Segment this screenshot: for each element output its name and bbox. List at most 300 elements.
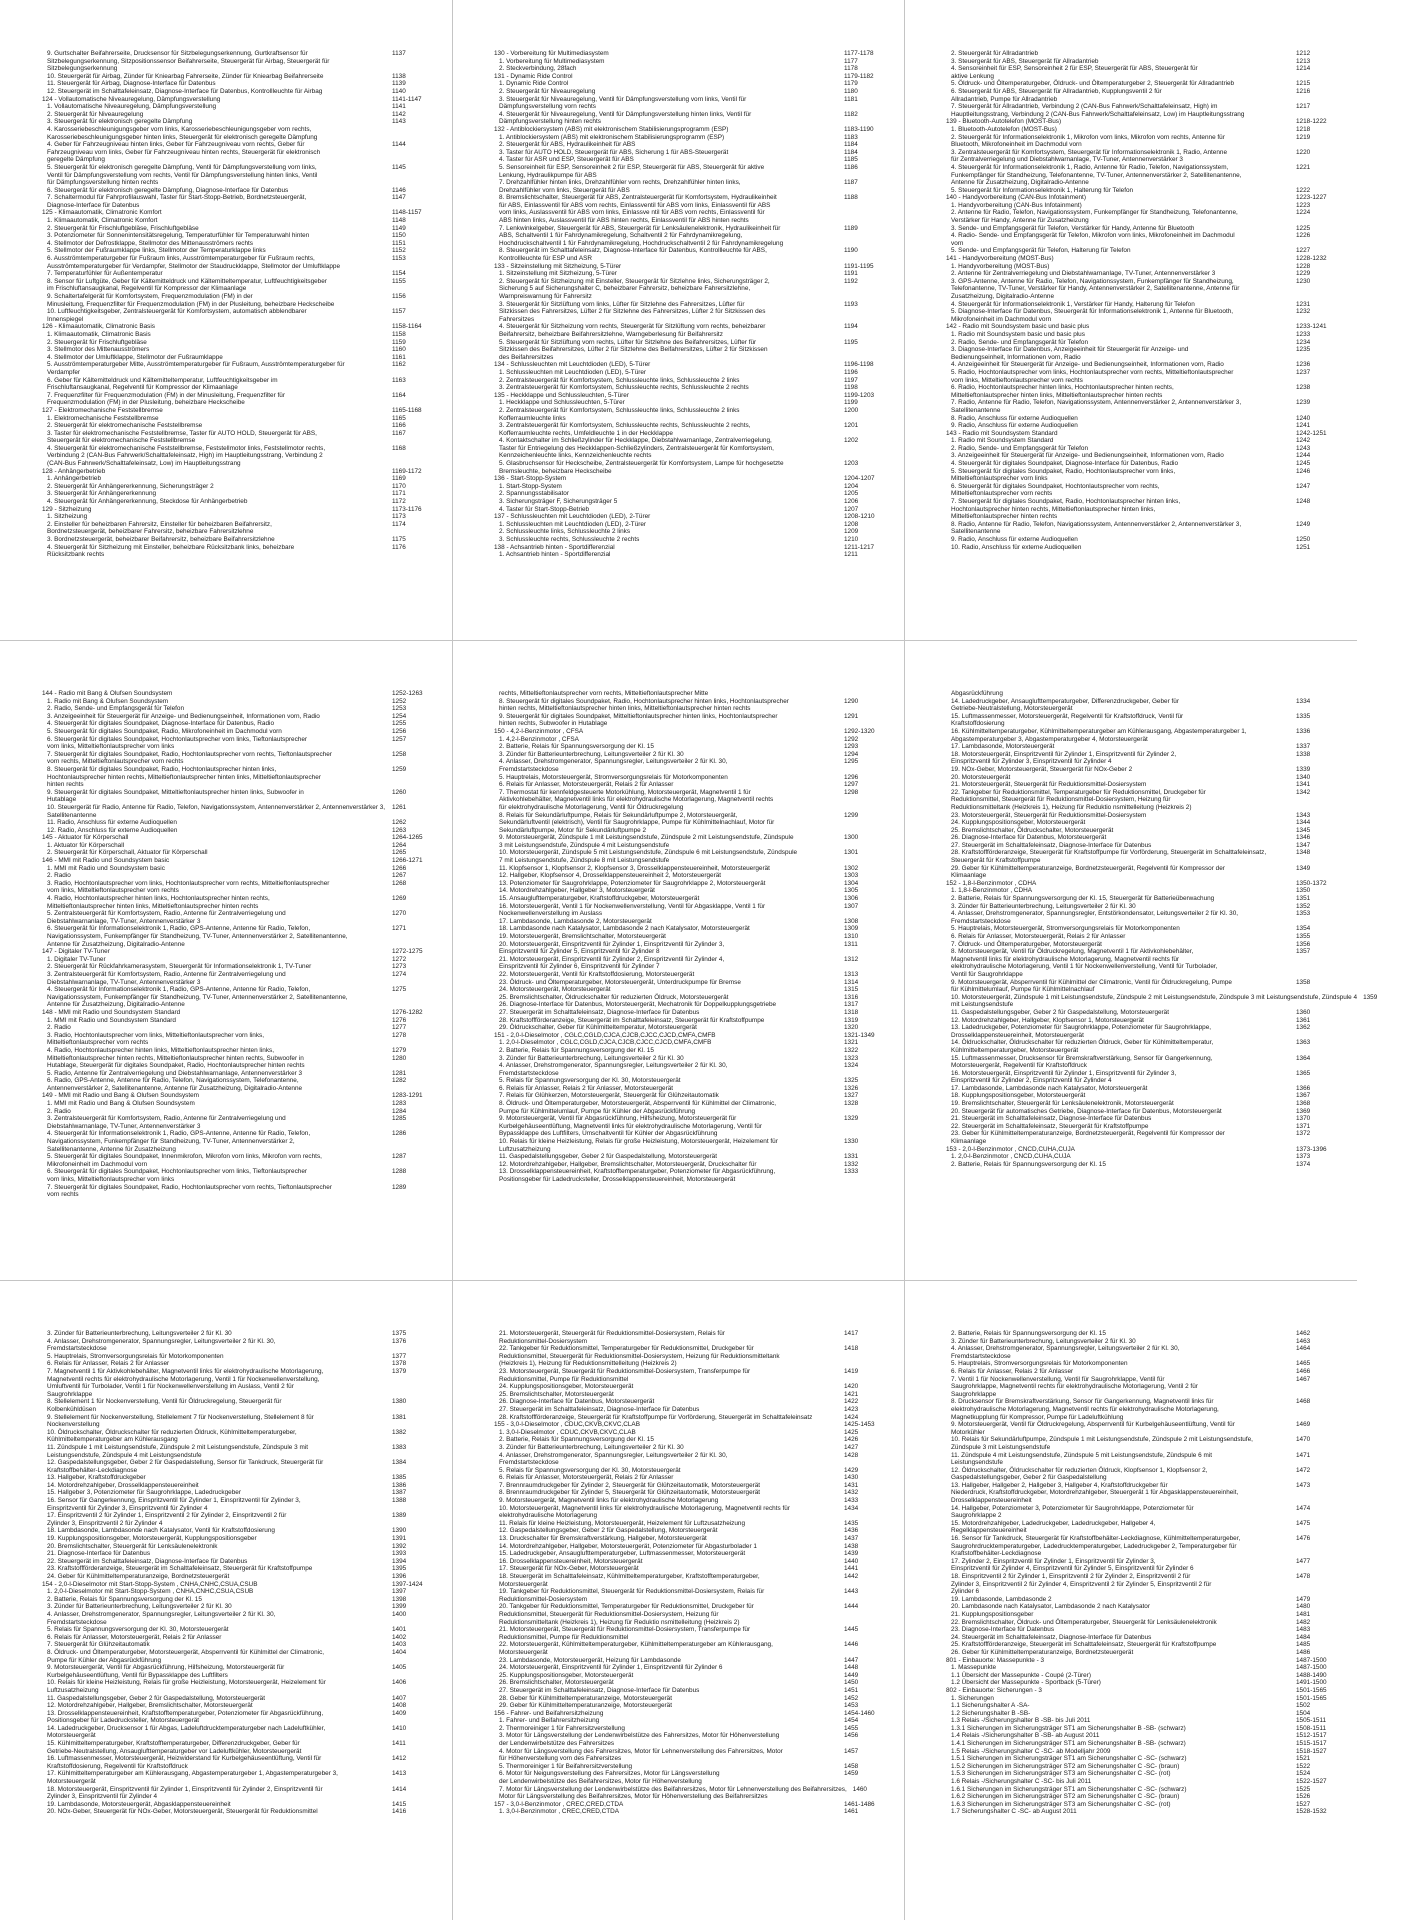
entry-title: 26. Diagnose-Interface für Datenbus, Motorsteuergerät, Mechatronik für Doppelkupplungsgetriebe: [499, 1001, 777, 1009]
entry-page-number: 1154: [392, 270, 406, 278]
entry-page-number: 1305: [844, 887, 859, 895]
index-entry-row: [42, 895, 432, 903]
index-entry-row: [42, 164, 432, 172]
entry-title: 8. Sensor für Luftgüte, Geber für Kältemitteldruck und Kältemitteltemperatur, Luftfeuchtigkeitsgeber: [47, 277, 327, 285]
index-entry-row: [42, 1444, 432, 1452]
index-entry-row: [42, 1330, 432, 1338]
entry-page-number: 1149: [392, 224, 406, 232]
entry-title: 24. Geber für Kühlmitteltemperaturanzeige, Bordnetzsteuergerät: [47, 1573, 230, 1580]
index-entry-row: [42, 1527, 432, 1535]
index-entry-row: [494, 339, 884, 347]
index-entry-row: [42, 255, 432, 263]
entry-page-number: 1246: [1296, 467, 1311, 475]
entry-page-number: 1325: [844, 1077, 859, 1085]
index-entry-row: [494, 705, 884, 713]
entry-title: 22. Tankgeber für Reduktionsmittel, Temperaturgeber für Reduktionsmittel, Druckgeber für: [499, 1345, 754, 1353]
index-entry-row: [494, 1176, 884, 1184]
index-entry-row: [494, 1153, 884, 1161]
index-entry-row: [946, 1763, 1336, 1771]
entry-title: Telefonantenne, TV-Tuner, Verstärker für Handy, Antennenverstärker 2, Satellitenantenne, Antenne für: [951, 285, 1240, 293]
entry-title: 7. Steuergerät für digitales Soundpaket, Radio, Hochtonlautsprecher vorn rechts, Tieftonlautsprecher: [47, 1183, 332, 1191]
entry-title: 21. Motorsteuergerät, Steuergerät für Reduktionsmittel-Dosiersystem, Relais für: [499, 1330, 725, 1337]
entry-title: 3. Steuergerät für ABS, Steuergerät für Allradantrieb: [951, 57, 1099, 65]
entry-page-number: 1281: [392, 1069, 407, 1077]
entry-title: 3. Zentralsteuergerät für Komfortsystem, Schlussleuchte rechts, Schlussleuchte 2 rechts,: [499, 422, 751, 430]
index-entry-row: [494, 209, 884, 217]
entry-title: Kurbelgehäuseentlüftung, Ventil für Bypassklappe des Luftfilters: [47, 1671, 228, 1679]
entry-page-number: 1207: [844, 505, 859, 513]
entry-page-number: 1294: [844, 750, 859, 758]
entry-page-number: 1452: [844, 1694, 859, 1702]
index-entry-row: [494, 865, 884, 873]
entry-page-number: 1512-1517: [1296, 1732, 1327, 1740]
index-entry-row: [494, 1626, 884, 1634]
entry-page-number: 1449: [844, 1671, 859, 1679]
entry-title: Positionsgeber für Ladedrucksteller, Motorsteuergerät: [47, 1717, 200, 1725]
index-entry-row: [42, 1543, 432, 1551]
entry-title: 1. Sicherungen: [951, 1694, 994, 1702]
entry-title: 5. Steuergerät für Sitzlüftung vorn rechts, Lüfter für Sitzlehne des Beifahrersitzes, Lüfter für: [499, 338, 757, 346]
index-entry-row: [946, 1123, 1336, 1131]
entry-title: 24. Motorsteuergerät, Einspritzventil für Zylinder 1, Einspritzventil für Zylinder 6: [499, 1664, 723, 1672]
entry-page-number: 1399: [392, 1603, 407, 1611]
entry-page-number: 1199-1203: [844, 391, 875, 399]
index-entry-row: [494, 483, 884, 491]
entry-title: 3. Steuergerät für Sitzlüftung vorn links, Lüfter für Sitzlehne des Fahrersitzes, Lüfter für: [499, 300, 745, 308]
index-entry-row: [946, 857, 1336, 865]
entry-page-number: 1459: [844, 1770, 859, 1778]
entry-title: Hochdruckschaltventil 1 für Fahrdynamikregelung, Hochdruckschaltventil 2 für Fahrdynamikregelung: [499, 239, 784, 247]
entry-page-number: 1185: [844, 156, 858, 164]
index-entry-row: [946, 789, 1336, 797]
entry-page-number: 1163: [392, 376, 406, 384]
entry-page-number: 1502: [1296, 1702, 1311, 1710]
entry-page-number: 1392: [392, 1542, 407, 1550]
index-entry-row: [946, 331, 1336, 339]
index-entry-row: [946, 1414, 1336, 1422]
entry-title: 27. Steuergerät im Schalttafeleinsatz, Diagnose-Interface für Datenbus: [499, 1686, 700, 1694]
entry-title: Bedienungseinheit, Informationen vorn, Radio: [951, 353, 1081, 361]
entry-title: 27. Steuergerät im Schalttafeleinsatz, Diagnose-Interface für Datenbus: [499, 1008, 700, 1016]
entry-title: 5. Steuergerät für digitales Soundpaket, Innenmikrofon, Mikrofon vorn links, Mikrofon vorn rechts,: [47, 1153, 322, 1161]
entry-title: Steuergerät für Kraftstoffpumpe: [951, 857, 1041, 865]
entry-page-number: 1410: [392, 1724, 407, 1732]
index-entry-row: [494, 1512, 884, 1520]
entry-page-number: 1475: [1296, 1519, 1311, 1527]
index-entry-row: [946, 1649, 1336, 1657]
entry-page-number: 1327: [844, 1092, 859, 1100]
entry-title: 18. Steuergerät im Schalttafeleinsatz, Kühlmitteltemperaturgeber, Kraftstofftemperaturgeber,: [499, 1573, 760, 1580]
entry-title: vorn: [951, 239, 964, 247]
index-entry-row: [42, 1353, 432, 1361]
index-entry-row: [42, 1360, 432, 1368]
entry-title: Abgasrückführung: [951, 690, 1003, 697]
index-entry-row: [42, 1732, 432, 1740]
entry-page-number: 1211: [844, 551, 858, 559]
entry-title: Mitteltieftonlautsprecher hinten rechts: [951, 513, 1058, 521]
index-entry-row: [494, 399, 884, 407]
entry-title: 6. Relais für Anlasser, Motorsteuergerät, Relais 2 für Anlasser: [499, 1474, 674, 1482]
index-entry-row: [42, 1641, 432, 1649]
index-entry-row: [946, 1338, 1336, 1346]
index-entry-row: [42, 933, 432, 941]
entry-page-number: 1276-1282: [392, 1008, 423, 1016]
index-entry-row: [42, 65, 432, 73]
entry-page-number: 1378: [392, 1360, 407, 1368]
entry-title: ABS hinten links, Auslassventil für ABS hinten rechts, Einlassventil für ABS hinten rechts: [499, 217, 749, 225]
index-entry-row: [494, 963, 884, 971]
entry-page-number: 1400: [392, 1610, 407, 1618]
index-entry-row: [42, 1558, 432, 1566]
entry-page-number: 1451: [844, 1686, 859, 1694]
entry-page-number: 1445: [844, 1626, 859, 1634]
index-entry-row: [494, 1123, 884, 1131]
index-entry-row: [946, 1710, 1336, 1718]
index-entry-row: [494, 1353, 884, 1361]
entry-title: 17. Lambdasonde, Lambdasonde nach Katalysator, Motorsteuergerät: [951, 1084, 1148, 1092]
entry-title: Mitteltieftonlautsprecher hinten links, Mitteltieftonlautsprecher hinten rechts: [47, 902, 259, 910]
index-entry-row: [946, 232, 1336, 240]
entry-title: 2. Steuergerät für Informationselektronik 1, Mikrofon vorn links, Mikrofon vorn rechts, Antenne für: [951, 133, 1225, 141]
entry-title: Mikrofoneinheit im Dachmodul vorn: [951, 315, 1052, 323]
entry-title: 1.7 Sicherungshalter C -SC- ab August 2011: [951, 1808, 1077, 1816]
entry-page-number: 1257: [392, 735, 407, 743]
entry-page-number: 1244: [1296, 452, 1311, 460]
entry-page-number: 1190: [844, 247, 858, 255]
entry-page-number: 1434: [844, 1504, 859, 1512]
entry-title: Diagnose-Interface für Datenbus: [47, 201, 140, 209]
entry-page-number: 1200: [844, 406, 859, 414]
index-entry-row: [42, 971, 432, 979]
index-entry-row: [946, 1070, 1336, 1078]
entry-title: 1. Schlussleuchten mit Leuchtdioden (LED), 2-Türer: [499, 520, 647, 528]
entry-title: 7. Ventil 1 für Nockenwellenverstellung, Ventil für Saugrohrklappe, Ventil für: [951, 1375, 1165, 1383]
entry-page-number: 1409: [392, 1709, 407, 1717]
entry-title: Diebstahlwarnanlage, TV-Tuner, Antennenverstärker 3: [47, 978, 201, 986]
entry-title: Luftzusatzheizung: [499, 1145, 551, 1153]
entry-title: 23. Diagnose-Interface für Datenbus: [951, 1626, 1055, 1634]
entry-title: 144 - Radio mit Bang & Olufsen Soundsystem: [42, 690, 173, 697]
entry-page-number: 1431: [844, 1481, 859, 1489]
index-entry-row: [494, 1748, 884, 1756]
entry-page-number: 1259: [392, 765, 407, 773]
entry-title: 17. Lambdasonde, Lambdasonde 2, Motorsteuergerät: [499, 917, 652, 925]
index-entry-row: [42, 1039, 432, 1047]
entry-page-number: 1309: [844, 925, 859, 933]
entry-title: 2. Radio, Sende- und Empfangsgerät für Telefon: [951, 444, 1089, 452]
index-entry-row: [42, 1176, 432, 1184]
index-entry-row: [946, 1452, 1336, 1460]
index-entry-row: [494, 1474, 884, 1482]
entry-title: 11. Zündspule 1 mit Leistungsendstufe, Zündspule 2 mit Leistungsendstufe, Zündspule 3 mit: [47, 1443, 308, 1451]
entry-title: 154 - 2,0-l-Dieselmotor mit Start-Stopp-System , CNHA,CNHC,CSUA,CSUB: [42, 1580, 258, 1588]
entry-page-number: 1279: [392, 1046, 407, 1054]
index-entry-row: [946, 278, 1336, 286]
entry-page-number: 1205: [844, 490, 859, 498]
entry-title: 28. Kraftstoffförderanzeige, Steuergerät im Schalttafeleinsatz, Steuergerät für Kraftstoffpumpe: [499, 1016, 765, 1024]
index-entry-row: [946, 1100, 1336, 1108]
index-entry-row: [42, 1338, 432, 1346]
entry-title: 15. Ladedruckgeber, Ansauglufttemperaturgeber, Luftmassenmesser, Motorsteuergerät: [499, 1550, 746, 1558]
entry-title: 140 - Handyvorbereitung (CAN-Bus Infotainment): [946, 194, 1086, 202]
entry-page-number: 1321-1349: [844, 1031, 875, 1039]
entry-title: 3. GPS-Antenne, Antenne für Radio, Telefon, Navigationssystem, Funkempfänger für Standheizung,: [951, 277, 1234, 285]
index-entry-row: [946, 819, 1336, 827]
index-entry-row: [946, 774, 1336, 782]
entry-title: 7. Steuergerät für digitales Soundpaket, Radio, Hochtonlautsprecher vorn rechts, Tieftonlautsprecher: [47, 750, 332, 758]
entry-page-number: 1230: [1296, 277, 1311, 285]
index-entry-row: [946, 1619, 1336, 1627]
entry-page-number: 1444: [844, 1603, 859, 1611]
index-entry-row: [42, 781, 432, 789]
index-entry-row: [946, 179, 1336, 187]
index-entry-row: [946, 963, 1336, 971]
entry-title: 4. Anlasser, Drehstromgenerator, Spannungsregler, Leitungsverteiler 2 für Kl. 30,: [499, 758, 728, 766]
index-entry-row: [42, 910, 432, 918]
entry-page-number: 1356: [1296, 940, 1311, 948]
index-entry-row: [946, 705, 1336, 713]
entry-title: 5. Radio, Antenne für Zentralverriegelung und Diebstahlwarnanlage, Antennenverstärker 3: [47, 1069, 303, 1077]
index-entry-row: [946, 1108, 1336, 1116]
entry-title: 134 - Schlussleuchten mit Leuchtdioden (LED), 5-Türer: [494, 361, 651, 369]
entry-page-number: 1488-1490: [1296, 1671, 1327, 1679]
entry-page-number: 1191-1195: [844, 262, 874, 270]
entry-page-number: 1316: [844, 993, 859, 1001]
entry-title: Mitteltieftonlautsprecher vorn rechts: [951, 490, 1053, 498]
index-entry-row: [494, 979, 884, 987]
entry-title: 19. Motorsteuergerät, Bremslichtschalter, Motorsteuergerät: [499, 933, 666, 940]
entry-title: vorn links, Mitteltieftonlautsprecher vorn rechts: [47, 887, 179, 895]
entry-title: 1.6 Relais -/Sicherungshalter C -SC- bis Juli 2011: [951, 1778, 1092, 1786]
entry-page-number: 1215: [1296, 80, 1311, 88]
index-entry-row: [494, 1603, 884, 1611]
index-entry-row: [42, 156, 432, 164]
entry-title: 136 - Start-Stopp-System: [494, 475, 567, 483]
entry-page-number: 1315: [844, 986, 859, 994]
entry-page-number: 1526: [1296, 1793, 1311, 1801]
entry-title: 4. Anlasser, Drehstromgenerator, Spannungsregler, Leitungsverteiler 2 für Kl. 30,: [47, 1337, 276, 1345]
entry-title: 14. Motordrehzahlgeber, Hallgeber, Motorsteuergerät, Potenziometer für Abgasturbolader 1: [499, 1542, 757, 1550]
entry-page-number: 1527: [1296, 1800, 1311, 1808]
entry-page-number: 1175: [392, 536, 406, 543]
index-entry-row: [42, 1725, 432, 1733]
index-entry-row: [494, 956, 884, 964]
entry-title: Hutablage: [47, 796, 77, 804]
entry-title: 1. 2,0-l-Benzinmotor , CNCD,CUHA,CUJA: [951, 1153, 1071, 1161]
index-entry-row: [42, 1017, 432, 1025]
entry-title: 20. Tankgeber für Reduktionsmittel, Temperaturgeber für Reduktionsmittel, Druckgeber für: [499, 1603, 754, 1611]
index-entry-row: [946, 1786, 1336, 1794]
index-entry-row: [946, 141, 1336, 149]
index-entry-row: [42, 1024, 432, 1032]
entry-page-number: 1468: [1296, 1398, 1311, 1406]
entry-title: Sitzbelegungserkennung, Sitzpositionssensor Beifahrerseite, Steuergerät für Airbag, Steuergerät für: [47, 57, 330, 65]
entry-page-number: 1228: [1296, 262, 1311, 270]
entry-title: Drosselklappensteuereinheit, Motorsteuergerät: [951, 1031, 1084, 1039]
index-entry-row: [946, 354, 1336, 362]
entry-title: 2. Antenne für Zentralverriegelung und Diebstahlwarnanlage, TV-Tuner, Antennenverstärker 3: [951, 270, 1216, 278]
entry-title: Hochtonlautsprecher hinten rechts, Mitteltieftonlautsprecher hinten links,: [951, 505, 1156, 513]
entry-page-number: 1171: [392, 490, 406, 498]
entry-page-number: 1501-1565: [1296, 1686, 1327, 1694]
index-entry-row: [946, 720, 1336, 728]
index-entry-row: [42, 1398, 432, 1406]
index-entry-row: [494, 698, 884, 706]
entry-title: Fremdstartsteckdose: [499, 1069, 559, 1077]
entry-title: 2. Batterie, Relais für Spannungsversorgung der Kl. 15, Steuergerät für Batterieüberwachung: [951, 895, 1215, 903]
index-entry-row: [494, 1070, 884, 1078]
index-entry-row: [494, 1345, 884, 1353]
entry-page-number: 1337: [1296, 743, 1311, 751]
index-entry-row: [946, 956, 1336, 964]
entry-page-number: 1317: [844, 1001, 859, 1009]
entry-title: 2. Radio: [47, 1024, 71, 1032]
index-entry-row: [42, 1055, 432, 1063]
index-entry-row: [42, 118, 432, 126]
index-entry-row: [946, 1770, 1336, 1778]
entry-title: 3. Anzeigeeinheit für Steuergerät für Anzeige- und Bedienungseinheit, Informationen vorn, Radio: [951, 452, 1224, 460]
index-entry-row: [946, 1512, 1336, 1520]
index-entry-row: [42, 728, 432, 736]
index-entry-row: [42, 887, 432, 895]
entry-page-number: 1283: [392, 1100, 407, 1108]
index-entry-row: [946, 399, 1336, 407]
entry-title: 28. Kraftstoffförderanzeige, Steuergerät für Kraftstoffpumpe für Vorförderung, Steuergerät im Schalttafeleinsatz: [499, 1413, 813, 1421]
entry-title: 1.1 Sicherungshalter A -SA-: [951, 1702, 1030, 1710]
index-entry-row: [42, 50, 432, 58]
index-entry-row: [946, 948, 1336, 956]
entry-page-number: 1360: [1296, 1008, 1311, 1016]
index-entry-row: [42, 293, 432, 301]
index-entry-row: [946, 65, 1336, 73]
index-entry-row: [42, 1115, 432, 1123]
entry-title: für Höhenverstellung vorn des Fahrersitzes: [499, 1755, 622, 1763]
entry-title: 23. Öldruck- und Öltemperaturgeber, Motorsteuergerät, Unterdruckpumpe für Bremse: [499, 978, 741, 986]
index-entry-row: [42, 247, 432, 255]
section-heading-row: [494, 1032, 884, 1040]
entry-title: 2. Batterie, Relais für Spannungsversorgung der Kl. 15: [47, 1595, 202, 1603]
index-entry-row: [494, 1138, 884, 1146]
entry-page-number: 1158: [392, 330, 406, 338]
entry-title: 13. Drosselklappensteuereinheit, Kraftstofftemperaturgeber, Potenziometer für Abgasrückführung,: [499, 1168, 776, 1176]
entry-page-number: 1240: [1296, 414, 1311, 422]
entry-title: 3 mit Leistungsendstufe, Zündspule 4 mit Leistungsendstufe: [499, 841, 670, 849]
index-entry-row: [494, 1452, 884, 1460]
entry-title: 11. Steuergerät für Airbag, Diagnose-Interface für Datenbus: [47, 80, 216, 88]
index-entry-row: [946, 247, 1336, 255]
entry-page-number: 1442: [844, 1573, 859, 1580]
entry-title: Beifahrersitz, beheizbare Beifahrersitzlehne, Warngeberlesung für Beifahrersitz: [499, 330, 723, 338]
entry-title: mit Leistungsendstufe: [951, 1001, 1014, 1009]
entry-title: Fremdstartsteckdose: [47, 1345, 107, 1353]
entry-title: 16. Drosselklappensteuereinheit, Motorsteuergerät: [499, 1557, 643, 1565]
entry-page-number: 1261: [392, 803, 407, 811]
entry-page-number: 1193: [844, 300, 858, 308]
index-entry-row: [42, 1429, 432, 1437]
index-entry-row: [494, 1619, 884, 1627]
index-entry-row: [946, 452, 1336, 460]
entry-page-number: 1345: [1296, 826, 1311, 834]
entry-title: 155 - 3,0-l-Dieselmotor , CDUC,CKVB,CKVC,CLAB: [494, 1421, 640, 1429]
entry-page-number: 1145: [392, 163, 406, 171]
section-heading-row: [494, 513, 884, 521]
entry-page-number: 1331: [844, 1153, 859, 1161]
index-entry-row: [946, 1664, 1336, 1672]
index-entry-row: [946, 1695, 1336, 1703]
entry-page-number: 1388: [392, 1497, 407, 1505]
entry-title: 126 - Klimaautomatik, Climatronic Basis: [42, 323, 155, 331]
entry-page-number: 1220: [1296, 148, 1311, 156]
section-heading-row: [494, 126, 884, 134]
index-entry-row: [946, 384, 1336, 392]
entry-page-number: 1140: [392, 87, 406, 95]
entry-title: 3. Steuergerät für Anhängererkennung: [47, 490, 157, 498]
entry-title: Verstärker für Handy, Antenne für Zusatzheizung: [951, 217, 1089, 225]
index-entry-row: [946, 751, 1336, 759]
entry-title: 1.4 Relais -/Sicherungshalter B -SB- ab August 2011: [951, 1732, 1100, 1740]
index-entry-row: [494, 1740, 884, 1748]
index-entry-row: [42, 1100, 432, 1108]
index-entry-row: [494, 293, 884, 301]
index-entry-row: [494, 202, 884, 210]
index-entry-row: [946, 1543, 1336, 1551]
index-entry-row: [42, 308, 432, 316]
index-entry-row: [42, 126, 432, 134]
entry-page-number: 1324: [844, 1062, 859, 1070]
entry-page-number: 1318: [844, 1008, 859, 1016]
entry-title: 12. Gaspedalstellungsgeber, Geber 2 für Gaspedalstellung, Sensor für Tankdruck, Steuergerät für: [47, 1459, 324, 1467]
index-entry-row: [42, 812, 432, 820]
index-entry-row: [946, 217, 1336, 225]
entry-title: 1.1 Übersicht der Massepunkte - Coupé (2-Türer): [951, 1671, 1091, 1679]
index-entry-row: [494, 812, 884, 820]
entry-title: Kühlmitteltemperaturgeber am Kühlerausgang: [47, 1436, 178, 1444]
index-entry-row: [946, 50, 1336, 58]
index-entry-row: [42, 73, 432, 81]
index-entry-row: [494, 285, 884, 293]
entry-page-number: 1242-1251: [1296, 429, 1327, 437]
entry-page-number: 1416: [392, 1808, 407, 1816]
entry-title: Satellitenantenne, Antenne für Zusatzheizung: [47, 1145, 176, 1153]
entry-title: 6. Steuergerät für elektronisch geregelte Dämpfung, Diagnose-Interface für Datenbus: [47, 186, 289, 194]
entry-title: 1. Digitaler TV-Tuner: [47, 955, 106, 963]
index-entry-row: [494, 1596, 884, 1604]
entry-page-number: 1272: [392, 955, 407, 963]
entry-title: 9. Steuergerät für digitales Soundpaket, Mitteltieftonlautsprecher hinten links, Subwoofer in: [47, 788, 304, 796]
entry-title: (CAN-Bus Fahrwerk/Schalttafeleinsatz, Low) im Hauptleitungsstrang: [47, 460, 241, 468]
entry-page-number: 1372: [1296, 1130, 1311, 1138]
index-entry-row: [946, 933, 1336, 941]
entry-page-number: 1342: [1296, 788, 1311, 796]
entry-title: 2. Steuergerät für Sitzheizung mit Einsteller, Steuergerät für Sitzlehne links, Sicherungsträger 2,: [499, 277, 770, 285]
entry-title: Navigationssystem, Funkempfänger für Standheizung, TV-Tuner, Antennenverstärker 2, Satellitenantenne,: [47, 993, 348, 1001]
entry-page-number: 1204-1207: [844, 475, 875, 483]
entry-title: 7. Schaltermodul für Fahrprofilauswahl, Taster für Start-Stopp-Betrieb, Bordnetzsteuergerät,: [47, 194, 307, 202]
section-heading-row: [42, 948, 432, 956]
index-entry-row: [946, 1017, 1336, 1025]
entry-page-number: 1319: [844, 1016, 859, 1024]
index-entry-row: [494, 1770, 884, 1778]
entry-page-number: 1184: [844, 148, 858, 156]
index-entry-row: [494, 1444, 884, 1452]
entry-page-number: 1398: [392, 1595, 407, 1603]
index-entry-row: [946, 1482, 1336, 1490]
entry-title: 1. Achsantrieb hinten - Sportdifferenzial: [499, 551, 611, 559]
index-entry-row: [946, 513, 1336, 521]
entry-page-number: 1141: [392, 103, 406, 111]
entry-page-number: 1196: [844, 368, 858, 376]
entry-title: 22. Steuergerät im Schalttafeleinsatz, Diagnose-Interface für Datenbus: [47, 1557, 248, 1565]
